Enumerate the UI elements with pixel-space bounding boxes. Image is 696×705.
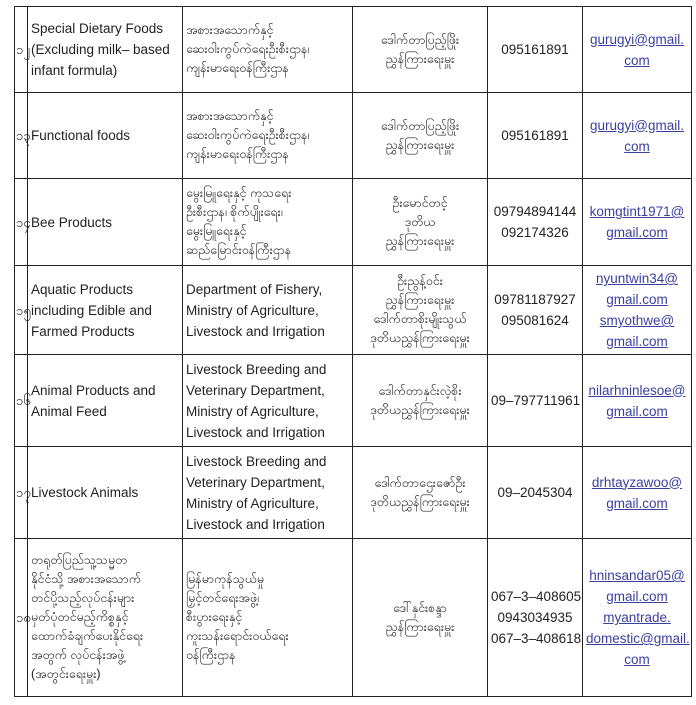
contact-line: ဦးညွန့်ဝင်း [397, 274, 443, 288]
department-line: Department of Fishery, [186, 281, 323, 297]
contact-line: ဒုတိယ [404, 214, 436, 229]
contact-line: ညွှန်ကြားရေးမှူး [385, 293, 455, 307]
product-line: Aquatic Products [31, 281, 134, 297]
department-cell [183, 447, 353, 539]
product-line: ထောက်ခံချက်ပေးနိုင်ရေး [31, 629, 144, 643]
contact-line: ဦးမောင်တင့် [392, 195, 448, 210]
email-line[interactable]: drhtayzawoo@ [591, 474, 683, 490]
table-row [15, 179, 692, 266]
email-line[interactable]: gmail.com [606, 292, 668, 307]
email-cell [583, 539, 692, 697]
department-cell [183, 7, 353, 93]
phone-cell [488, 355, 583, 447]
department-cell [183, 539, 353, 697]
email-cell [583, 447, 692, 539]
department-line: မွေးမြူရေးနှင့် [186, 224, 247, 238]
email-cell [583, 355, 692, 447]
table-row [15, 93, 692, 179]
department-line: Veterinary Department, [186, 382, 325, 398]
phone-cell [488, 179, 583, 266]
department-line: ကျန်းမာရေးဝန်ကြီးဌာန [186, 147, 289, 161]
product-cell [28, 179, 183, 266]
email-line[interactable]: myantrade. [603, 610, 671, 625]
email-line[interactable]: komgtint1971@ [589, 204, 685, 219]
department-line: Livestock and Irrigation [186, 424, 325, 440]
department-line: အစားအသောက်နှင့် [186, 23, 274, 37]
row-number: ၁၆ [15, 355, 28, 447]
email-line[interactable]: com [624, 138, 650, 154]
contact-line: ဒေါက်တာပြည့်ဖြိုး [380, 118, 460, 133]
email-line[interactable]: gurugyi@gmail. [590, 31, 684, 47]
email-line[interactable]: nyuntwin34@ [595, 271, 678, 286]
department-line: ဦးစီးဌာန၊ စိုက်ပျိုးရေး၊ [186, 205, 283, 219]
department-line: Livestock and Irrigation [186, 516, 325, 532]
contact-line: ညွှန်ကြားရေးမှူး [385, 619, 455, 634]
table-row [15, 447, 692, 539]
row-number: ၁၈ [15, 539, 28, 697]
product-line: Special Dietary Foods [31, 21, 164, 36]
product-line: Functional foods [31, 128, 131, 143]
phone-cell [488, 93, 583, 179]
department-line: မြန်မာကုန်သွယ်မှု [186, 572, 265, 586]
email-link[interactable] [586, 380, 688, 422]
contact-person-cell [353, 266, 488, 355]
department-cell [183, 355, 353, 447]
department-line: Veterinary Department, [186, 474, 325, 490]
department-line: Ministry of Agriculture, [186, 495, 319, 511]
department-cell [183, 93, 353, 179]
phone-cell [488, 447, 583, 539]
product-cell [28, 7, 183, 93]
table-row [15, 266, 692, 355]
table-row [15, 539, 692, 697]
email-cell [583, 179, 692, 266]
table-row [15, 7, 692, 93]
email-line[interactable]: gmail.com [606, 589, 668, 604]
phone-line: 0943034935 [497, 610, 573, 625]
email-line[interactable]: com [624, 52, 650, 68]
department-cell [183, 179, 353, 266]
email-link[interactable] [586, 268, 688, 352]
contact-line: ဒေါက်တာစိုးမျိုးသွယ် [373, 312, 467, 326]
phone-cell [488, 539, 583, 697]
contact-line: ညွှန်ကြားရေးမှူး [385, 51, 455, 66]
product-line: တင်ပို့သည့်လုပ်ငန်းများ [31, 591, 135, 605]
table-row [15, 355, 692, 447]
contact-line: ဒေါ်နှင်းစန္ဒာ [393, 600, 447, 615]
department-line: Livestock Breeding and [186, 361, 327, 377]
email-link[interactable] [586, 115, 688, 157]
department-line: Livestock Breeding and [186, 453, 327, 469]
email-cell [583, 93, 692, 179]
product-line: နိုင်ငံသို့ အစားအသောက် [31, 572, 141, 586]
phone-line: 092174326 [501, 225, 569, 240]
product-line: Bee Products [31, 214, 113, 230]
contact-line: ဒေါက်တာနှင်းလဲ့စိုး [378, 383, 462, 398]
row-number: ၁၇ [15, 447, 28, 539]
phone-line: 095081624 [501, 313, 569, 328]
email-cell [583, 266, 692, 355]
email-link[interactable] [586, 201, 688, 243]
phone-line: 09794894144 [493, 204, 577, 219]
email-line[interactable]: gmail.com [606, 334, 668, 349]
department-line: ကျန်းမာရေးဝန်ကြီးဌာန [186, 61, 289, 75]
phone-line: 09781187927 [494, 292, 576, 307]
department-line: မွေးမြူရေးနှင့် ကုသရေး [186, 186, 292, 200]
department-line: ဆေးဝါးကွပ်ကဲရေးဦးစီးဌာန၊ [186, 42, 310, 56]
department-line: ဆည်မြောင်းဝန်ကြီးဌာန [186, 243, 292, 257]
department-line: ကူးသန်းရောင်းဝယ်ရေး [186, 629, 289, 643]
contact-line: ညွှန်ကြားရေးမှူး [385, 137, 455, 152]
phone-line: 067–3–408618 [491, 631, 582, 646]
email-link[interactable] [586, 29, 688, 71]
product-line: Livestock Animals [31, 485, 139, 500]
phone-cell [488, 7, 583, 93]
product-cell [28, 355, 183, 447]
department-line: Ministry of Agriculture, [186, 302, 319, 318]
email-line[interactable]: gurugyi@gmail. [590, 117, 684, 133]
email-line[interactable]: hninsandar05@ [589, 568, 685, 583]
email-link[interactable] [586, 565, 688, 670]
phone-line: 067–3–408605 [491, 589, 582, 604]
contact-person-cell [353, 447, 488, 539]
department-line: Ministry of Agriculture, [186, 403, 319, 419]
department-line: ဝန်ကြီးဌာန [186, 648, 236, 662]
product-cell [28, 266, 183, 355]
table-body [15, 7, 692, 697]
contact-person-cell [353, 539, 488, 697]
phone-line: 095161891 [501, 128, 569, 143]
contact-person-cell [353, 355, 488, 447]
contact-person-cell [353, 93, 488, 179]
contact-line: ဒုတိယညွှန်ကြားရေးမှူး [370, 494, 470, 509]
department-cell [183, 266, 353, 355]
email-line[interactable]: smyothwe@ [599, 313, 675, 328]
contact-person-cell [353, 7, 488, 93]
email-line[interactable]: gmail.com [606, 403, 668, 419]
product-line: including Edible and [31, 302, 152, 318]
contact-line: ဒေါက်တာဌေးဇော်ဦး [374, 475, 466, 490]
email-line[interactable]: com [624, 652, 650, 667]
contact-line: ဒုတိယညွှန်ကြားရေးမှူး [370, 402, 470, 417]
department-line: မြှင့်တင်ရေးအဖွဲ့၊ [186, 591, 260, 605]
product-line: မှတ်ပုံတင်မည့်ကိစ္စနှင့် [31, 610, 129, 624]
product-cell [28, 93, 183, 179]
product-line: Animal Feed [31, 403, 107, 419]
row-number: ၁၄ [15, 179, 28, 266]
product-line: အတွက် လုပ်ငန်းအဖွဲ့ [31, 648, 125, 662]
row-number: ၁၃ [15, 93, 28, 179]
phone-line: 095161891 [501, 42, 569, 57]
contact-line: ဒေါက်တာပြည့်ဖြိုး [380, 32, 460, 47]
product-cell [28, 539, 183, 697]
phone-cell [488, 266, 583, 355]
phone-line: 09–2045304 [497, 485, 573, 500]
contact-line: ညွှန်ကြားရေးမှူး [385, 233, 455, 248]
department-line: စီးပွားရေးနှင့် [186, 610, 243, 624]
product-line: (Excluding milk– based [31, 42, 170, 57]
contacts-table [14, 6, 692, 697]
product-line: infant formula) [31, 63, 118, 78]
product-line: Animal Products and [31, 382, 156, 398]
product-line: (အတွင်းရေးမှူး) [31, 667, 101, 681]
product-line: Farmed Products [31, 323, 135, 339]
email-cell [583, 7, 692, 93]
department-line: အစားအသောက်နှင့် [186, 109, 274, 123]
row-number: ၁၂ [15, 7, 28, 93]
email-link[interactable] [586, 472, 688, 514]
department-line: Livestock and Irrigation [186, 323, 325, 339]
contact-person-cell [353, 179, 488, 266]
email-line[interactable]: gmail.com [606, 495, 668, 511]
email-line[interactable]: domestic@gmail. [586, 631, 690, 646]
product-line: တရုတ်ပြည်သူ့သမ္မတ [31, 553, 128, 567]
email-line[interactable]: gmail.com [606, 225, 668, 240]
contact-line: ဒုတိယညွှန်ကြားရေးမှူး [370, 331, 470, 345]
department-line: ဆေးဝါးကွပ်ကဲရေးဦးစီးဌာန၊ [186, 128, 310, 142]
row-number: ၁၅ [15, 266, 28, 355]
product-cell [28, 447, 183, 539]
email-line[interactable]: nilarhninlesoe@ [588, 382, 686, 398]
phone-line: 09–797711961 [491, 393, 581, 408]
